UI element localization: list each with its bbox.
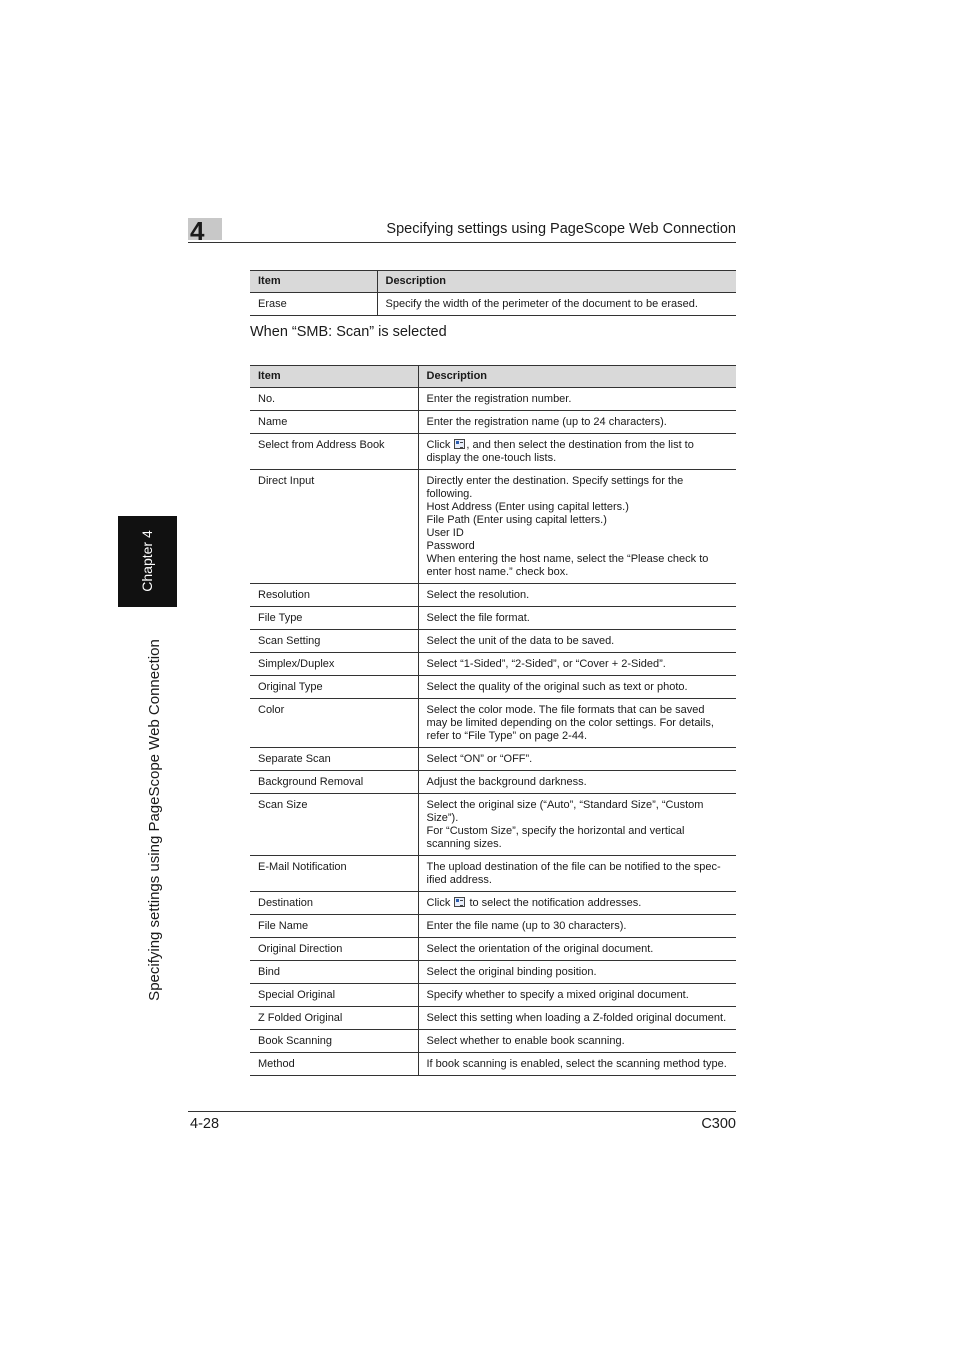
- description-cell: [418, 748, 736, 771]
- description-cell: [418, 584, 736, 607]
- description-cell: [418, 388, 736, 411]
- description-text: , and then select the destination from the list to display the one-touch lists.: [426, 439, 694, 464]
- table-row: [250, 470, 736, 584]
- description-text: Click: [426, 897, 454, 909]
- chapter-number: 4: [190, 216, 205, 246]
- description-line: Select the color mode. The file formats that can be saved may be limited depending on the color settings. For details, refer to “File Type” on page 2-44.: [426, 704, 714, 742]
- table-row: [250, 434, 736, 470]
- item-cell: Bind: [250, 961, 418, 984]
- table-row: [250, 653, 736, 676]
- description-line: Directly enter the destination. Specify settings for the following.: [426, 475, 684, 500]
- item-cell: Z Folded Original: [250, 1007, 418, 1030]
- item-cell: Background Removal: [250, 771, 418, 794]
- description-line: Enter the registration number.: [426, 393, 572, 405]
- smb-scan-settings-table: [250, 365, 736, 1076]
- table-row: [250, 771, 736, 794]
- item-cell: Separate Scan: [250, 748, 418, 771]
- item-cell: E-Mail Notification: [250, 856, 418, 892]
- description-cell: [418, 1007, 736, 1030]
- address-book-icon: [454, 439, 465, 449]
- model-name: C300: [701, 1116, 736, 1132]
- erase-settings-table: [250, 270, 736, 316]
- item-cell: Color: [250, 699, 418, 748]
- description-line: File Path (Enter using capital letters.): [426, 514, 607, 526]
- description-line: For “Custom Size”, specify the horizontal and vertical scanning sizes.: [426, 825, 685, 850]
- table-row: [250, 794, 736, 856]
- side-chapter-text: Chapter 4: [139, 530, 155, 592]
- table-row: [250, 961, 736, 984]
- item-cell: Special Original: [250, 984, 418, 1007]
- table-row: [250, 748, 736, 771]
- item-cell: Book Scanning: [250, 1030, 418, 1053]
- item-cell: File Name: [250, 915, 418, 938]
- item-cell: No.: [250, 388, 418, 411]
- column-header-item: Item: [250, 271, 377, 293]
- table-row: [250, 984, 736, 1007]
- item-cell: Erase: [250, 293, 377, 316]
- description-line: The upload destination of the file can be notified to the spec-ified address.: [426, 861, 721, 886]
- item-cell: Name: [250, 411, 418, 434]
- description-cell: [418, 794, 736, 856]
- item-cell: Scan Setting: [250, 630, 418, 653]
- page-number: 4-28: [190, 1116, 220, 1132]
- description-cell: [418, 676, 736, 699]
- section-caption: When “SMB: Scan” is selected: [250, 324, 447, 340]
- item-cell: Method: [250, 1053, 418, 1076]
- footer-divider: [188, 1111, 736, 1112]
- description-line: Specify the width of the perimeter of the document to be erased.: [385, 298, 698, 310]
- description-cell: [418, 470, 736, 584]
- table-row: [250, 1030, 736, 1053]
- description-cell: [418, 856, 736, 892]
- item-cell: File Type: [250, 607, 418, 630]
- description-line: Select the quality of the original such as text or photo.: [426, 681, 688, 693]
- description-line: User ID: [426, 527, 464, 539]
- description-line: Select whether to enable book scanning.: [426, 1035, 625, 1047]
- description-line: Select the resolution.: [426, 589, 530, 601]
- table-row: [250, 699, 736, 748]
- table-row: [250, 1007, 736, 1030]
- description-cell: [418, 938, 736, 961]
- table-row: [250, 293, 736, 316]
- table-row: [250, 388, 736, 411]
- table-header-row: [250, 271, 736, 293]
- column-header-description: Description: [418, 366, 736, 388]
- item-cell: Destination: [250, 892, 418, 915]
- description-cell: [418, 1030, 736, 1053]
- description-line: Host Address (Enter using capital letters.): [426, 501, 629, 513]
- table-row: [250, 938, 736, 961]
- item-cell: Simplex/Duplex: [250, 653, 418, 676]
- item-cell: Original Type: [250, 676, 418, 699]
- description-cell: [418, 434, 736, 470]
- description-text: to select the notification addresses.: [466, 897, 642, 909]
- description-line: Select this setting when loading a Z-folded original document.: [426, 1012, 727, 1024]
- table-row: [250, 411, 736, 434]
- side-section-text: Specifying settings using PageScope Web Connection: [146, 639, 163, 1001]
- item-cell: Select from Address Book: [250, 434, 418, 470]
- table-row: [250, 676, 736, 699]
- description-cell: [418, 607, 736, 630]
- address-book-icon: [454, 897, 465, 907]
- description-cell: [418, 1053, 736, 1076]
- description-line: When entering the host name, select the “Please check to enter host name.” check box.: [426, 553, 709, 578]
- description-line: Select the original size (“Auto”, “Standard Size”, “Custom Size”).: [426, 799, 704, 824]
- description-line: If book scanning is enabled, select the scanning method type.: [426, 1058, 727, 1070]
- description-cell: [377, 293, 736, 316]
- item-cell: Original Direction: [250, 938, 418, 961]
- description-text: Click: [426, 439, 454, 451]
- table-row: [250, 915, 736, 938]
- column-header-item: Item: [250, 366, 418, 388]
- table-row: [250, 856, 736, 892]
- table-row: [250, 607, 736, 630]
- description-cell: [418, 699, 736, 748]
- description-line: Adjust the background darkness.: [426, 776, 587, 788]
- description-line: Specify whether to specify a mixed original document.: [426, 989, 689, 1001]
- table-row: [250, 584, 736, 607]
- description-line: Select the file format.: [426, 612, 530, 624]
- table-row: [250, 892, 736, 915]
- description-line: Enter the file name (up to 30 characters).: [426, 920, 627, 932]
- item-cell: Resolution: [250, 584, 418, 607]
- description-cell: [418, 630, 736, 653]
- description-cell: [418, 771, 736, 794]
- item-cell: Direct Input: [250, 470, 418, 584]
- header-divider: [188, 242, 736, 243]
- description-cell: [418, 653, 736, 676]
- description-cell: [418, 961, 736, 984]
- page-header-title: Specifying settings using PageScope Web Connection: [386, 221, 736, 237]
- description-line: Select “1-Sided”, “2-Sided”, or “Cover + 2-Sided”.: [426, 658, 666, 670]
- description-cell: [418, 892, 736, 915]
- table-header-row: [250, 366, 736, 388]
- description-line: Select the original binding position.: [426, 966, 597, 978]
- description-line: Select the unit of the data to be saved.: [426, 635, 615, 647]
- description-cell: [418, 915, 736, 938]
- description-line: Select “ON” or “OFF”.: [426, 753, 533, 765]
- description-line: Select the orientation of the original document.: [426, 943, 654, 955]
- description-line: Password: [426, 540, 475, 552]
- item-cell: Scan Size: [250, 794, 418, 856]
- description-line: Enter the registration name (up to 24 characters).: [426, 416, 667, 428]
- column-header-description: Description: [377, 271, 736, 293]
- description-cell: [418, 984, 736, 1007]
- description-cell: [418, 411, 736, 434]
- table-row: [250, 630, 736, 653]
- table-row: [250, 1053, 736, 1076]
